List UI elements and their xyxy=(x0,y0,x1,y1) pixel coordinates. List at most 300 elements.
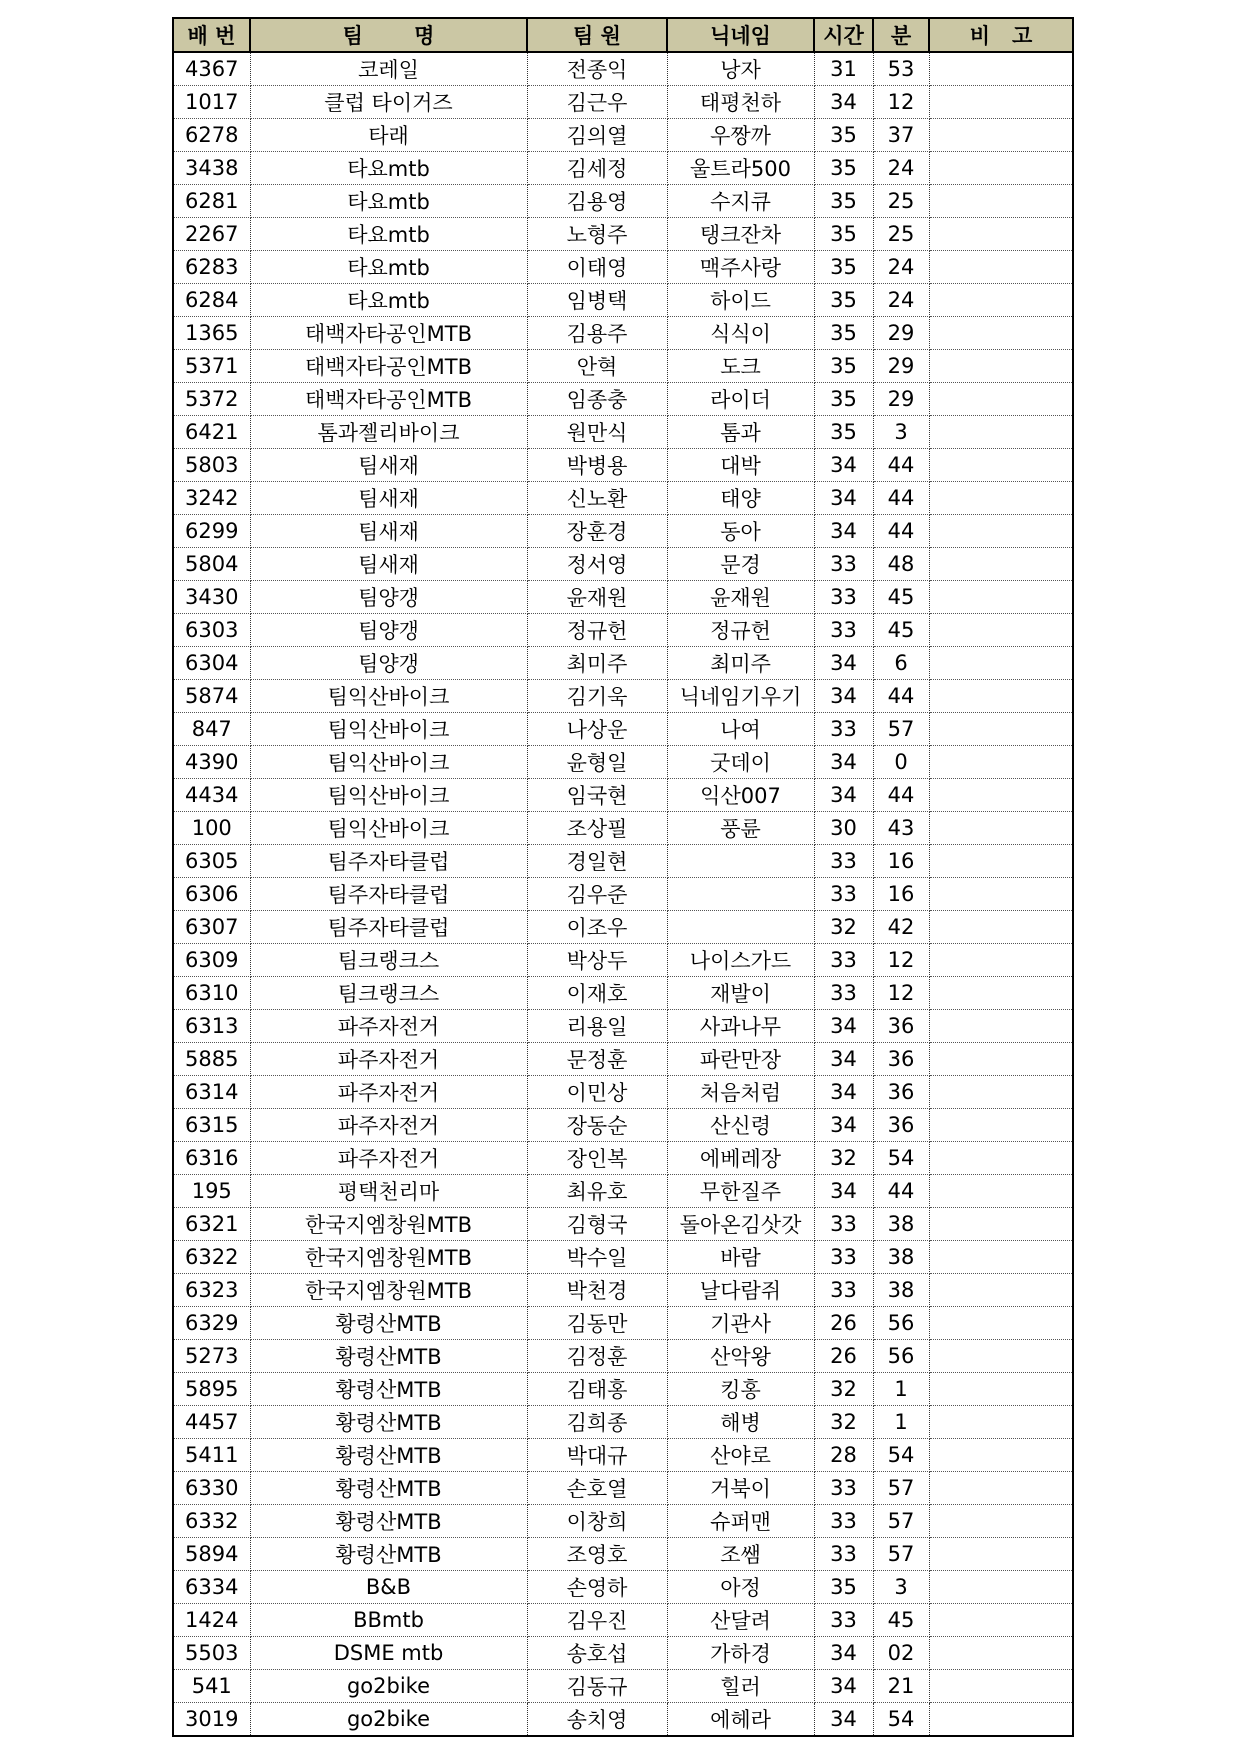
nickname-cell: 굿데이 xyxy=(667,746,814,779)
table-row xyxy=(173,1142,1073,1175)
bib-cell: 4367 xyxy=(173,52,250,86)
note-cell xyxy=(929,581,1073,614)
hour-cell: 32 xyxy=(814,1142,873,1175)
note-cell xyxy=(929,1208,1073,1241)
nickname-cell: 사과나무 xyxy=(667,1010,814,1043)
hour-cell: 32 xyxy=(814,1406,873,1439)
nickname-cell: 슈퍼맨 xyxy=(667,1505,814,1538)
note-cell xyxy=(929,515,1073,548)
minute-cell: 12 xyxy=(873,86,929,119)
hour-cell: 35 xyxy=(814,119,873,152)
table-row xyxy=(173,350,1073,383)
bib-cell: 5874 xyxy=(173,680,250,713)
hour-cell: 35 xyxy=(814,218,873,251)
team-cell: 팀크랭크스 xyxy=(250,977,527,1010)
table-row xyxy=(173,713,1073,746)
note-cell xyxy=(929,1307,1073,1340)
note-cell xyxy=(929,317,1073,350)
table-row xyxy=(173,680,1073,713)
member-cell: 전종익 xyxy=(527,52,667,86)
note-cell xyxy=(929,1505,1073,1538)
hour-cell: 34 xyxy=(814,515,873,548)
hour-cell: 35 xyxy=(814,152,873,185)
minute-cell: 57 xyxy=(873,1538,929,1571)
table-row xyxy=(173,52,1073,86)
hour-cell: 28 xyxy=(814,1439,873,1472)
hour-cell: 34 xyxy=(814,680,873,713)
table-body xyxy=(173,52,1073,1736)
member-cell: 이태영 xyxy=(527,251,667,284)
team-cell: 클럽 타이거즈 xyxy=(250,86,527,119)
member-cell: 장동순 xyxy=(527,1109,667,1142)
note-cell xyxy=(929,713,1073,746)
nickname-cell: 톰과 xyxy=(667,416,814,449)
table-row xyxy=(173,1010,1073,1043)
minute-cell: 54 xyxy=(873,1703,929,1737)
bib-cell: 6309 xyxy=(173,944,250,977)
minute-cell: 44 xyxy=(873,515,929,548)
minute-cell: 38 xyxy=(873,1274,929,1307)
note-cell xyxy=(929,1340,1073,1373)
hour-cell: 32 xyxy=(814,1373,873,1406)
nickname-cell: 조쌤 xyxy=(667,1538,814,1571)
bib-cell: 6322 xyxy=(173,1241,250,1274)
nickname-cell: 날다람쥐 xyxy=(667,1274,814,1307)
member-cell: 안혁 xyxy=(527,350,667,383)
nickname-cell: 문경 xyxy=(667,548,814,581)
nickname-cell: 돌아온김삿갓 xyxy=(667,1208,814,1241)
nickname-cell: 낭자 xyxy=(667,52,814,86)
minute-cell: 29 xyxy=(873,350,929,383)
table-row xyxy=(173,1538,1073,1571)
minute-cell: 12 xyxy=(873,944,929,977)
hour-cell: 33 xyxy=(814,713,873,746)
minute-cell: 3 xyxy=(873,1571,929,1604)
table-row xyxy=(173,977,1073,1010)
member-cell: 박상두 xyxy=(527,944,667,977)
note-cell xyxy=(929,1604,1073,1637)
team-cell: B&B xyxy=(250,1571,527,1604)
member-cell: 송치영 xyxy=(527,1703,667,1737)
member-cell: 이조우 xyxy=(527,911,667,944)
minute-cell: 45 xyxy=(873,614,929,647)
member-cell: 정서영 xyxy=(527,548,667,581)
hour-cell: 33 xyxy=(814,845,873,878)
nickname-cell: 윤재원 xyxy=(667,581,814,614)
hour-cell: 34 xyxy=(814,647,873,680)
nickname-cell: 태평천하 xyxy=(667,86,814,119)
member-cell: 임종충 xyxy=(527,383,667,416)
table-row xyxy=(173,548,1073,581)
member-cell: 김형국 xyxy=(527,1208,667,1241)
bib-cell: 5371 xyxy=(173,350,250,383)
team-cell: 황령산MTB xyxy=(250,1472,527,1505)
note-cell xyxy=(929,1472,1073,1505)
hour-cell: 32 xyxy=(814,911,873,944)
hour-cell: 34 xyxy=(814,1043,873,1076)
team-cell: 타요mtb xyxy=(250,152,527,185)
hour-cell: 34 xyxy=(814,1703,873,1737)
nickname-cell: 나여 xyxy=(667,713,814,746)
note-cell xyxy=(929,977,1073,1010)
minute-cell: 16 xyxy=(873,878,929,911)
nickname-cell: 바람 xyxy=(667,1241,814,1274)
hour-cell: 33 xyxy=(814,878,873,911)
table-row xyxy=(173,1472,1073,1505)
team-cell: go2bike xyxy=(250,1670,527,1703)
nickname-cell: 맥주사랑 xyxy=(667,251,814,284)
minute-cell: 02 xyxy=(873,1637,929,1670)
member-cell: 임병택 xyxy=(527,284,667,317)
nickname-cell: 힐러 xyxy=(667,1670,814,1703)
nickname-cell: 기관사 xyxy=(667,1307,814,1340)
table-row xyxy=(173,1637,1073,1670)
table-row xyxy=(173,1505,1073,1538)
minute-cell: 48 xyxy=(873,548,929,581)
nickname-cell: 대박 xyxy=(667,449,814,482)
hour-cell: 34 xyxy=(814,449,873,482)
bib-cell: 6314 xyxy=(173,1076,250,1109)
note-cell xyxy=(929,878,1073,911)
nickname-cell: 수지큐 xyxy=(667,185,814,218)
member-cell: 임국현 xyxy=(527,779,667,812)
nickname-cell: 재발이 xyxy=(667,977,814,1010)
member-cell: 김의열 xyxy=(527,119,667,152)
header-bib: 배 번 xyxy=(173,18,250,52)
team-cell: 팀익산바이크 xyxy=(250,713,527,746)
hour-cell: 33 xyxy=(814,944,873,977)
team-cell: go2bike xyxy=(250,1703,527,1737)
nickname-cell: 동아 xyxy=(667,515,814,548)
bib-cell: 195 xyxy=(173,1175,250,1208)
hour-cell: 33 xyxy=(814,1208,873,1241)
bib-cell: 6334 xyxy=(173,1571,250,1604)
note-cell xyxy=(929,1274,1073,1307)
bib-cell: 847 xyxy=(173,713,250,746)
hour-cell: 35 xyxy=(814,350,873,383)
nickname-cell: 하이드 xyxy=(667,284,814,317)
table-row xyxy=(173,779,1073,812)
table-row xyxy=(173,614,1073,647)
team-cell: 팀익산바이크 xyxy=(250,746,527,779)
bib-cell: 4390 xyxy=(173,746,250,779)
minute-cell: 36 xyxy=(873,1109,929,1142)
hour-cell: 34 xyxy=(814,779,873,812)
note-cell xyxy=(929,86,1073,119)
hour-cell: 33 xyxy=(814,614,873,647)
minute-cell: 12 xyxy=(873,977,929,1010)
team-cell: 팀익산바이크 xyxy=(250,812,527,845)
team-cell: 황령산MTB xyxy=(250,1307,527,1340)
table-row xyxy=(173,1571,1073,1604)
team-cell: 한국지엠창원MTB xyxy=(250,1208,527,1241)
bib-cell: 1424 xyxy=(173,1604,250,1637)
note-cell xyxy=(929,449,1073,482)
header-nickname: 닉네임 xyxy=(667,18,814,52)
member-cell: 나상운 xyxy=(527,713,667,746)
hour-cell: 33 xyxy=(814,548,873,581)
bib-cell: 1365 xyxy=(173,317,250,350)
minute-cell: 43 xyxy=(873,812,929,845)
minute-cell: 6 xyxy=(873,647,929,680)
note-cell xyxy=(929,1109,1073,1142)
table-row xyxy=(173,251,1073,284)
table-row xyxy=(173,1604,1073,1637)
team-cell: 팀새재 xyxy=(250,548,527,581)
table-row xyxy=(173,383,1073,416)
team-cell: 타요mtb xyxy=(250,185,527,218)
table-row xyxy=(173,647,1073,680)
bib-cell: 541 xyxy=(173,1670,250,1703)
member-cell: 윤형일 xyxy=(527,746,667,779)
team-cell: 팀양갱 xyxy=(250,647,527,680)
hour-cell: 34 xyxy=(814,1670,873,1703)
nickname-cell xyxy=(667,878,814,911)
hour-cell: 35 xyxy=(814,251,873,284)
table-row xyxy=(173,218,1073,251)
team-cell: 파주자전거 xyxy=(250,1109,527,1142)
nickname-cell: 산악왕 xyxy=(667,1340,814,1373)
nickname-cell: 식식이 xyxy=(667,317,814,350)
note-cell xyxy=(929,779,1073,812)
note-cell xyxy=(929,185,1073,218)
member-cell: 김근우 xyxy=(527,86,667,119)
team-cell: 팀새재 xyxy=(250,482,527,515)
team-cell: 팀새재 xyxy=(250,449,527,482)
hour-cell: 34 xyxy=(814,1175,873,1208)
bib-cell: 6284 xyxy=(173,284,250,317)
minute-cell: 24 xyxy=(873,284,929,317)
member-cell: 최유호 xyxy=(527,1175,667,1208)
header-minute: 분 xyxy=(873,18,929,52)
table-row xyxy=(173,284,1073,317)
bib-cell: 6304 xyxy=(173,647,250,680)
member-cell: 김세정 xyxy=(527,152,667,185)
bib-cell: 5503 xyxy=(173,1637,250,1670)
minute-cell: 38 xyxy=(873,1241,929,1274)
nickname-cell: 탱크잔차 xyxy=(667,218,814,251)
hour-cell: 34 xyxy=(814,1076,873,1109)
bib-cell: 6316 xyxy=(173,1142,250,1175)
member-cell: 김동규 xyxy=(527,1670,667,1703)
note-cell xyxy=(929,1142,1073,1175)
member-cell: 김동만 xyxy=(527,1307,667,1340)
team-cell: 태백자타공인MTB xyxy=(250,317,527,350)
table-row xyxy=(173,449,1073,482)
header-team: 팀 명 xyxy=(250,18,527,52)
hour-cell: 31 xyxy=(814,52,873,86)
table-row xyxy=(173,1439,1073,1472)
team-cell: 타요mtb xyxy=(250,251,527,284)
bib-cell: 6305 xyxy=(173,845,250,878)
bib-cell: 5894 xyxy=(173,1538,250,1571)
team-cell: 황령산MTB xyxy=(250,1373,527,1406)
bib-cell: 6315 xyxy=(173,1109,250,1142)
header-member: 팀 원 xyxy=(527,18,667,52)
bib-cell: 4434 xyxy=(173,779,250,812)
table-row xyxy=(173,185,1073,218)
bib-cell: 4457 xyxy=(173,1406,250,1439)
table-row xyxy=(173,152,1073,185)
bib-cell: 6306 xyxy=(173,878,250,911)
nickname-cell: 아정 xyxy=(667,1571,814,1604)
nickname-cell: 라이더 xyxy=(667,383,814,416)
hour-cell: 34 xyxy=(814,1010,873,1043)
note-cell xyxy=(929,1241,1073,1274)
hour-cell: 34 xyxy=(814,1637,873,1670)
member-cell: 김기욱 xyxy=(527,680,667,713)
bib-cell: 6283 xyxy=(173,251,250,284)
team-cell: 팀익산바이크 xyxy=(250,779,527,812)
bib-cell: 5273 xyxy=(173,1340,250,1373)
minute-cell: 53 xyxy=(873,52,929,86)
hour-cell: 33 xyxy=(814,1538,873,1571)
table-row xyxy=(173,1373,1073,1406)
nickname-cell xyxy=(667,911,814,944)
member-cell: 박수일 xyxy=(527,1241,667,1274)
bib-cell: 5411 xyxy=(173,1439,250,1472)
team-cell: 파주자전거 xyxy=(250,1010,527,1043)
minute-cell: 29 xyxy=(873,383,929,416)
nickname-cell: 킹홍 xyxy=(667,1373,814,1406)
minute-cell: 44 xyxy=(873,482,929,515)
bib-cell: 5372 xyxy=(173,383,250,416)
minute-cell: 24 xyxy=(873,152,929,185)
team-cell: 한국지엠창원MTB xyxy=(250,1241,527,1274)
team-cell: BBmtb xyxy=(250,1604,527,1637)
hour-cell: 26 xyxy=(814,1307,873,1340)
hour-cell: 34 xyxy=(814,482,873,515)
member-cell: 손영하 xyxy=(527,1571,667,1604)
hour-cell: 34 xyxy=(814,86,873,119)
member-cell: 김용영 xyxy=(527,185,667,218)
note-cell xyxy=(929,482,1073,515)
minute-cell: 44 xyxy=(873,449,929,482)
minute-cell: 38 xyxy=(873,1208,929,1241)
minute-cell: 57 xyxy=(873,1472,929,1505)
note-cell xyxy=(929,1637,1073,1670)
minute-cell: 44 xyxy=(873,1175,929,1208)
table-row xyxy=(173,1703,1073,1737)
team-cell: 태백자타공인MTB xyxy=(250,350,527,383)
note-cell xyxy=(929,845,1073,878)
member-cell: 경일현 xyxy=(527,845,667,878)
bib-cell: 6303 xyxy=(173,614,250,647)
minute-cell: 0 xyxy=(873,746,929,779)
member-cell: 박천경 xyxy=(527,1274,667,1307)
table-row xyxy=(173,845,1073,878)
minute-cell: 25 xyxy=(873,218,929,251)
note-cell xyxy=(929,911,1073,944)
note-cell xyxy=(929,416,1073,449)
team-cell: 타요mtb xyxy=(250,218,527,251)
nickname-cell: 파란만장 xyxy=(667,1043,814,1076)
minute-cell: 36 xyxy=(873,1076,929,1109)
nickname-cell: 무한질주 xyxy=(667,1175,814,1208)
member-cell: 윤재원 xyxy=(527,581,667,614)
bib-cell: 6421 xyxy=(173,416,250,449)
member-cell: 신노환 xyxy=(527,482,667,515)
bib-cell: 100 xyxy=(173,812,250,845)
note-cell xyxy=(929,1406,1073,1439)
nickname-cell: 가하경 xyxy=(667,1637,814,1670)
nickname-cell: 풍륜 xyxy=(667,812,814,845)
team-cell: 팀양갱 xyxy=(250,581,527,614)
table-row xyxy=(173,812,1073,845)
minute-cell: 36 xyxy=(873,1010,929,1043)
hour-cell: 30 xyxy=(814,812,873,845)
hour-cell: 33 xyxy=(814,1505,873,1538)
nickname-cell: 산달려 xyxy=(667,1604,814,1637)
table-row xyxy=(173,581,1073,614)
table-row xyxy=(173,1175,1073,1208)
bib-cell: 6281 xyxy=(173,185,250,218)
note-cell xyxy=(929,1043,1073,1076)
note-cell xyxy=(929,680,1073,713)
note-cell xyxy=(929,383,1073,416)
minute-cell: 54 xyxy=(873,1439,929,1472)
hour-cell: 33 xyxy=(814,977,873,1010)
nickname-cell: 해병 xyxy=(667,1406,814,1439)
bib-cell: 5804 xyxy=(173,548,250,581)
minute-cell: 37 xyxy=(873,119,929,152)
hour-cell: 34 xyxy=(814,1109,873,1142)
bib-cell: 6310 xyxy=(173,977,250,1010)
minute-cell: 1 xyxy=(873,1406,929,1439)
note-cell xyxy=(929,218,1073,251)
minute-cell: 36 xyxy=(873,1043,929,1076)
table-row xyxy=(173,746,1073,779)
minute-cell: 1 xyxy=(873,1373,929,1406)
table-row xyxy=(173,317,1073,350)
minute-cell: 24 xyxy=(873,251,929,284)
minute-cell: 21 xyxy=(873,1670,929,1703)
member-cell: 김우진 xyxy=(527,1604,667,1637)
bib-cell: 6313 xyxy=(173,1010,250,1043)
bib-cell: 2267 xyxy=(173,218,250,251)
team-cell: 팀양갱 xyxy=(250,614,527,647)
nickname-cell: 도크 xyxy=(667,350,814,383)
team-cell: 팀주자타클럽 xyxy=(250,911,527,944)
note-cell xyxy=(929,812,1073,845)
bib-cell: 3438 xyxy=(173,152,250,185)
note-cell xyxy=(929,746,1073,779)
note-cell xyxy=(929,614,1073,647)
team-cell: 타래 xyxy=(250,119,527,152)
minute-cell: 42 xyxy=(873,911,929,944)
minute-cell: 45 xyxy=(873,581,929,614)
hour-cell: 33 xyxy=(814,1472,873,1505)
member-cell: 장인복 xyxy=(527,1142,667,1175)
bib-cell: 6323 xyxy=(173,1274,250,1307)
member-cell: 정규헌 xyxy=(527,614,667,647)
table-row xyxy=(173,1076,1073,1109)
hour-cell: 33 xyxy=(814,581,873,614)
team-cell: 태백자타공인MTB xyxy=(250,383,527,416)
team-cell: 팀주자타클럽 xyxy=(250,845,527,878)
table-row xyxy=(173,416,1073,449)
table-row xyxy=(173,1274,1073,1307)
team-cell: 황령산MTB xyxy=(250,1439,527,1472)
table-row xyxy=(173,1670,1073,1703)
member-cell: 박대규 xyxy=(527,1439,667,1472)
hour-cell: 33 xyxy=(814,1274,873,1307)
note-cell xyxy=(929,52,1073,86)
table-row xyxy=(173,1406,1073,1439)
minute-cell: 25 xyxy=(873,185,929,218)
member-cell: 문정훈 xyxy=(527,1043,667,1076)
table-row xyxy=(173,944,1073,977)
